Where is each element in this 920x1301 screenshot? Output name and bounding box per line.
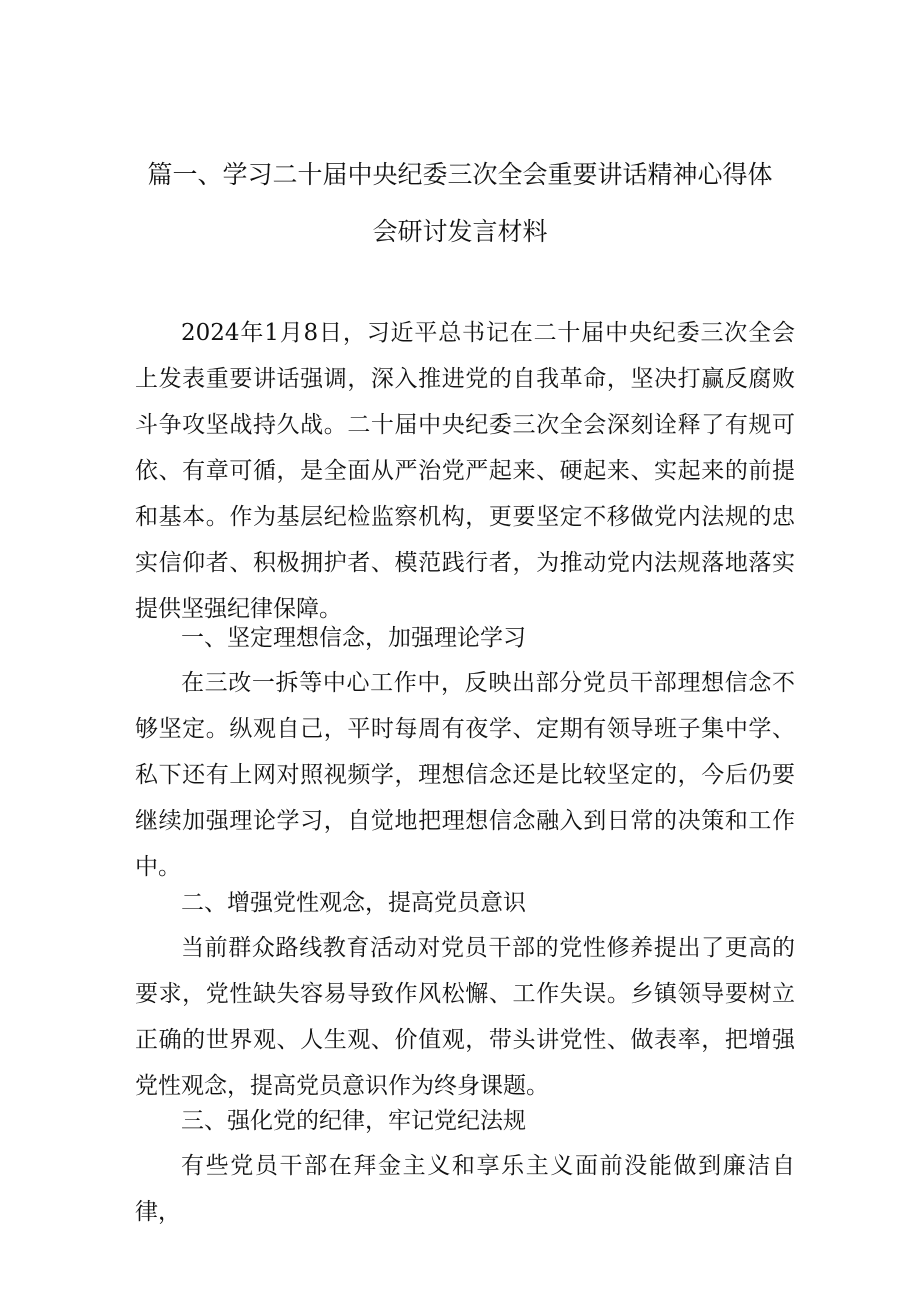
- section-heading-2: 二、增强党性观念，提高党员意识: [181, 890, 526, 916]
- section-heading-3: 三、强化党的纪律，牢记党纪法规: [181, 1108, 526, 1134]
- section-1-paragraph: 在三改一拆等中心工作中，反映出部分党员干部理想信念不够坚定。纵观自己，平时每周有夜学、定期有领导班子集中学、私下还有上网对照视频学，理想信念还是比较坚定的，今后仍要继续加强理论学习，自觉地把理想信念融入到日常的决策和工作中。: [135, 670, 795, 880]
- intro-paragraph: 2024年1月8日，习近平总书记在二十届中央纪委三次全会上发表重要讲话强调，深入推进党的自我革命，坚决打赢反腐败斗争攻坚战持久战。二十届中央纪委三次全会深刻诠释了有规可依、有章可循，是全面从严治党严起来、硬起来、实起来的前提和基本。作为基层纪检监察机构，更要坚定不移做党内法规的忠实信仰者、积极拥护者、模范践行者，为推动党内法规落地落实提供坚强纪律保障。: [135, 320, 795, 622]
- document-title-line-2: 会研讨发言材料: [372, 217, 548, 246]
- section-heading-1: 一、坚定理想信念，加强理论学习: [181, 625, 526, 651]
- document-title-line-1: 篇一、学习二十届中央纪委三次全会重要讲话精神心得体: [147, 160, 773, 189]
- section-2-paragraph: 当前群众路线教育活动对党员干部的党性修养提出了更高的要求，党性缺失容易导致作风松懈、工作失误。乡镇领导要树立正确的世界观、人生观、价值观，带头讲党性、做表率，把增强党性观念，提高党员意识作为终身课题。: [135, 935, 795, 1099]
- section-3-paragraph: 有些党员干部在拜金主义和享乐主义面前没能做到廉洁自律，: [135, 1153, 795, 1225]
